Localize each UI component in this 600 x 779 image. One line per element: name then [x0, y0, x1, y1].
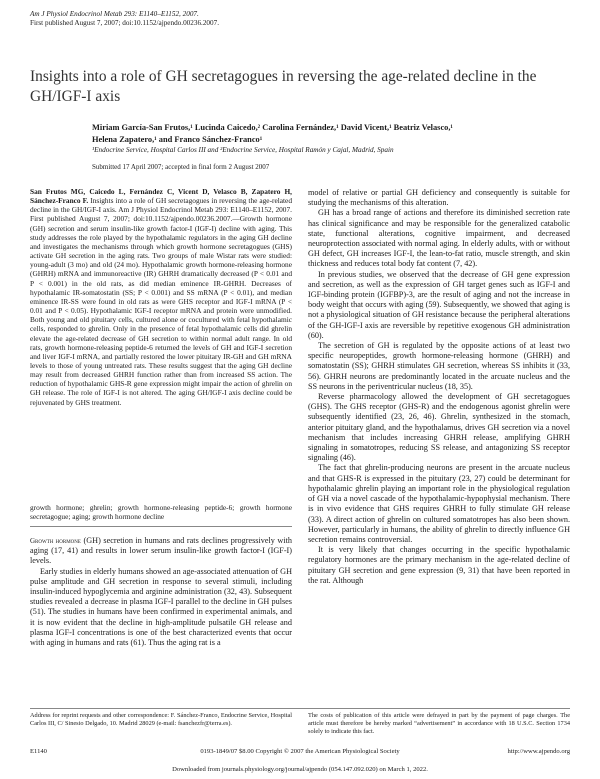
article-title: Insights into a role of GH secretagogues in reversing the age-related decline in the GH/IGF-I axis [30, 68, 537, 105]
correspondence-footnote: Address for reprint requests and other correspondence: F. Sánchez-Franco, Endocrine Service, Hospital Carlos III, C/ Sinesio Delgado, 10. Madrid 28029 (e-mail: fsanchezfr@terra.es). [30, 712, 292, 727]
keywords: growth hormone; ghrelin; growth hormone-releasing peptide-6; growth hormone secretagogue; aging; growth hormone decline [30, 503, 292, 522]
author-line-2: Helena Zapatero,¹ and Franco Sánchez-Franco¹ [92, 134, 263, 144]
body-paragraph: model of relative or partial GH deficiency and consequently is suitable for studying the mechanisms of this alteration. [308, 188, 570, 208]
body-paragraph: It is very likely that changes occurring in the specific hypothalamic regulatory hormones are the primary mechanism in the age-related decline of pituitary GH secretion and gene expression (9, 31) that have been reported in the rat. Although [308, 545, 570, 585]
lead-in: Growth hormone [30, 537, 81, 545]
body-paragraph: Reverse pharmacology allowed the development of GH secretagogues (GHS). The GHS receptor (GHS-R) and the endogenous agonist ghrelin were subsequently identified (23, 26, 46). Ghrelin, synthesized in the stomach, anterior pituitary gland, and the hypothalamus, drives GH secretion via a novel mechanism that includes increasing GHRH release, amplifying GHRH signaling in somatotropes, reducing SS release, and antagonizing SS receptor signaling (46). [308, 392, 570, 463]
page-charges-footnote: The costs of publication of this article were defrayed in part by the payment of page charges. The article must therefore be hereby marked “advertisement” in accordance with 18 U.S.C. Section 1734 solely to indicate this fact. [308, 712, 570, 735]
divider [30, 526, 292, 527]
journal-url[interactable]: http://www.ajpendo.org [507, 748, 570, 755]
first-published-line: First published August 7, 2007; doi:10.1152/ajpendo.00236.2007. [30, 19, 220, 27]
author-line-1: Miriam García-San Frutos,¹ Lucinda Caicedo,² Carolina Fernández,¹ David Vicent,¹ Beatriz Velasco,¹ [92, 123, 453, 132]
download-note: Downloaded from journals.physiology.org/journal/ajpendo (054.147.092.020) on March 1, 2022. [172, 766, 428, 773]
footnote-divider [30, 708, 570, 709]
intro-text: (GH) secretion in humans and rats declines progressively with aging (17, 41) and results in lower serum insulin-like growth factor-I (IGF-I) levels. [30, 536, 292, 566]
copyright-line: 0193-1849/07 $8.00 Copyright © 2007 the American Physiological Society [200, 748, 400, 755]
body-paragraph: The secretion of GH is regulated by the opposite actions of at least two specific neuropeptides, growth hormone-releasing hormone (GHRH) and somatostatin (SS); GHRH stimulates GH secretion, whereas SS inhibits it (33, 56). GHRH neurons are predominantly located in the arcuate nucleus and the SS neurons in the periventricular nucleus (18, 35). [308, 341, 570, 391]
body-paragraph: GH has a broad range of actions and therefore its diminished secretion rate has clinical significance and may be responsible for the generalized catabolic state, functional alterations, cognitive impairment, and decreased neuroprotection associated with normal aging. In elderly adults, with or without GH defect, GH increases IGF-I, the lean-to-fat ratio, muscle strength, and skin thickness and reduces total body fat content (7, 42). [308, 208, 570, 269]
journal-header [30, 10, 570, 28]
body-right-column [308, 188, 570, 586]
abstract [30, 187, 292, 407]
journal-citation-line: Am J Physiol Endocrinol Metab 293: E1140–E1152, 2007. [30, 10, 199, 18]
author-list [92, 122, 582, 145]
intro-paragraph [30, 536, 292, 567]
abstract-citation: San Frutos MG, Caicedo L, Fernández C, Vicent D, Velasco B, Zapatero H, Sánchez-Franco F. [30, 187, 292, 206]
body-paragraph: Early studies in elderly humans showed an age-associated attenuation of GH pulse amplitude and GH secretion in response to several stimuli, including insulin-induced hypoglycemia and arginine administration (32, 43). Subsequent studies revealed a decrease in plasma IGF-I parallel to the decline in GH pulses (51). The studies in humans have been confirmed in experimental animals, and it is now evident that the decline in high-amplitude pulsatile GH release and plasma IGF-I concentrations is one of the best characterized events that occur with aging in humans and rats (61). Thus the aging rat is a [30, 566, 292, 648]
abstract-text: Insights into a role of GH secretagogues in reversing the age-related decline in the GH/IGF-I axis. Am J Physiol Endocrinol Metab 293: E1140–E1152, 2007. First published August 7, 2007; doi:10.1152/ajpendo.00236.2007.—Growth hormone (GH) secretion and serum insulin-like growth factor-I (IGF-I) decline with aging. This study addresses the role played by the hypothalamic regulators in the aging GH decline and investigates the mechanisms through which growth hormone secretagogues (GHS) activate GH secretion in the aging rats. Two groups of male Wistar rats were studied: young-adult (3 mo) and old (24 mo). Hypothalamic growth hormone-releasing hormone (GHRH) mRNA and immunoreactive (IR) GHRH dramatically decreased (P < 0.01 and P < 0.001) in the old rats, as did median eminence IR-GHRH. Decreases of hypothalamic IR-somatostatin (SS; P < 0.001) and SS mRNA (P < 0.01), and median eminence IR-SS were found in old rats as were GHS receptor and IGF-I mRNA (P < 0.01 and P < 0.05). Hypothalamic IGF-I receptor mRNA and protein were unmodified. Both young and old pituitary cells, cultured alone or cocultured with fetal hypothalamic cells, responded to ghrelin. Only in the presence of fetal hypothalamic cells did ghrelin elevate the age-related decrease of GH secretion to within normal adult range. In old rats, growth hormone-releasing peptide-6 returned the levels of GH and IGF-I secretion and liver IGF-I mRNA, and partially restored the lower pituitary IR-GH and GH mRNA levels to those of young untreated rats. These results suggest that the aging GH decline may result from decreased GHRH function rather than from increased SS action. The reduction of hypothalamic GHS-R gene expression might impair the action of ghrelin on GH release. The role of IGF-I is not altered. The aging GH/IGF-I axis decline could be rejuvenated by GHS treatment. [30, 196, 292, 407]
body-left-column [30, 536, 292, 648]
page-number: E1140 [30, 748, 47, 755]
body-paragraph: In previous studies, we observed that the decrease of GH gene expression and secretion, as well as the expression of GH target genes such as IGF-I and IGF-binding protein (IGFBP)-3, are the result of aging and not the increase in body weight that occurs with aging (59). Subsequently, we showed that aging is not a physiological situation of GH resistance because the peripheral alterations of the GH-IGF-I axis are reversible by repetitive exogenous GH administration (60). [308, 269, 570, 340]
submission-dates: Submitted 17 April 2007; accepted in final form 2 August 2007 [92, 163, 270, 171]
affiliations: ¹Endocrine Service, Hospital Carlos III and ²Endocrine Service, Hospital Ramón y Cajal, Madrid, Spain [92, 146, 394, 154]
body-paragraph: The fact that ghrelin-producing neurons are present in the arcuate nucleus and that GHS-R is expressed in the pituitary (23, 27) could be determinant for hypothalamic ghrelin playing an important role in the physiological regulation of GH via a novel cascade of the hypothalamic-hypophysial mechanism. There is in vivo evidence that GHS requires GHRH to fully stimulate GH release (33). A direct action of ghrelin on cultured somatotropes has also been shown. However, particularly in humans, the ability of ghrelin to directly influence GH secretion remains controversial. [308, 463, 570, 544]
